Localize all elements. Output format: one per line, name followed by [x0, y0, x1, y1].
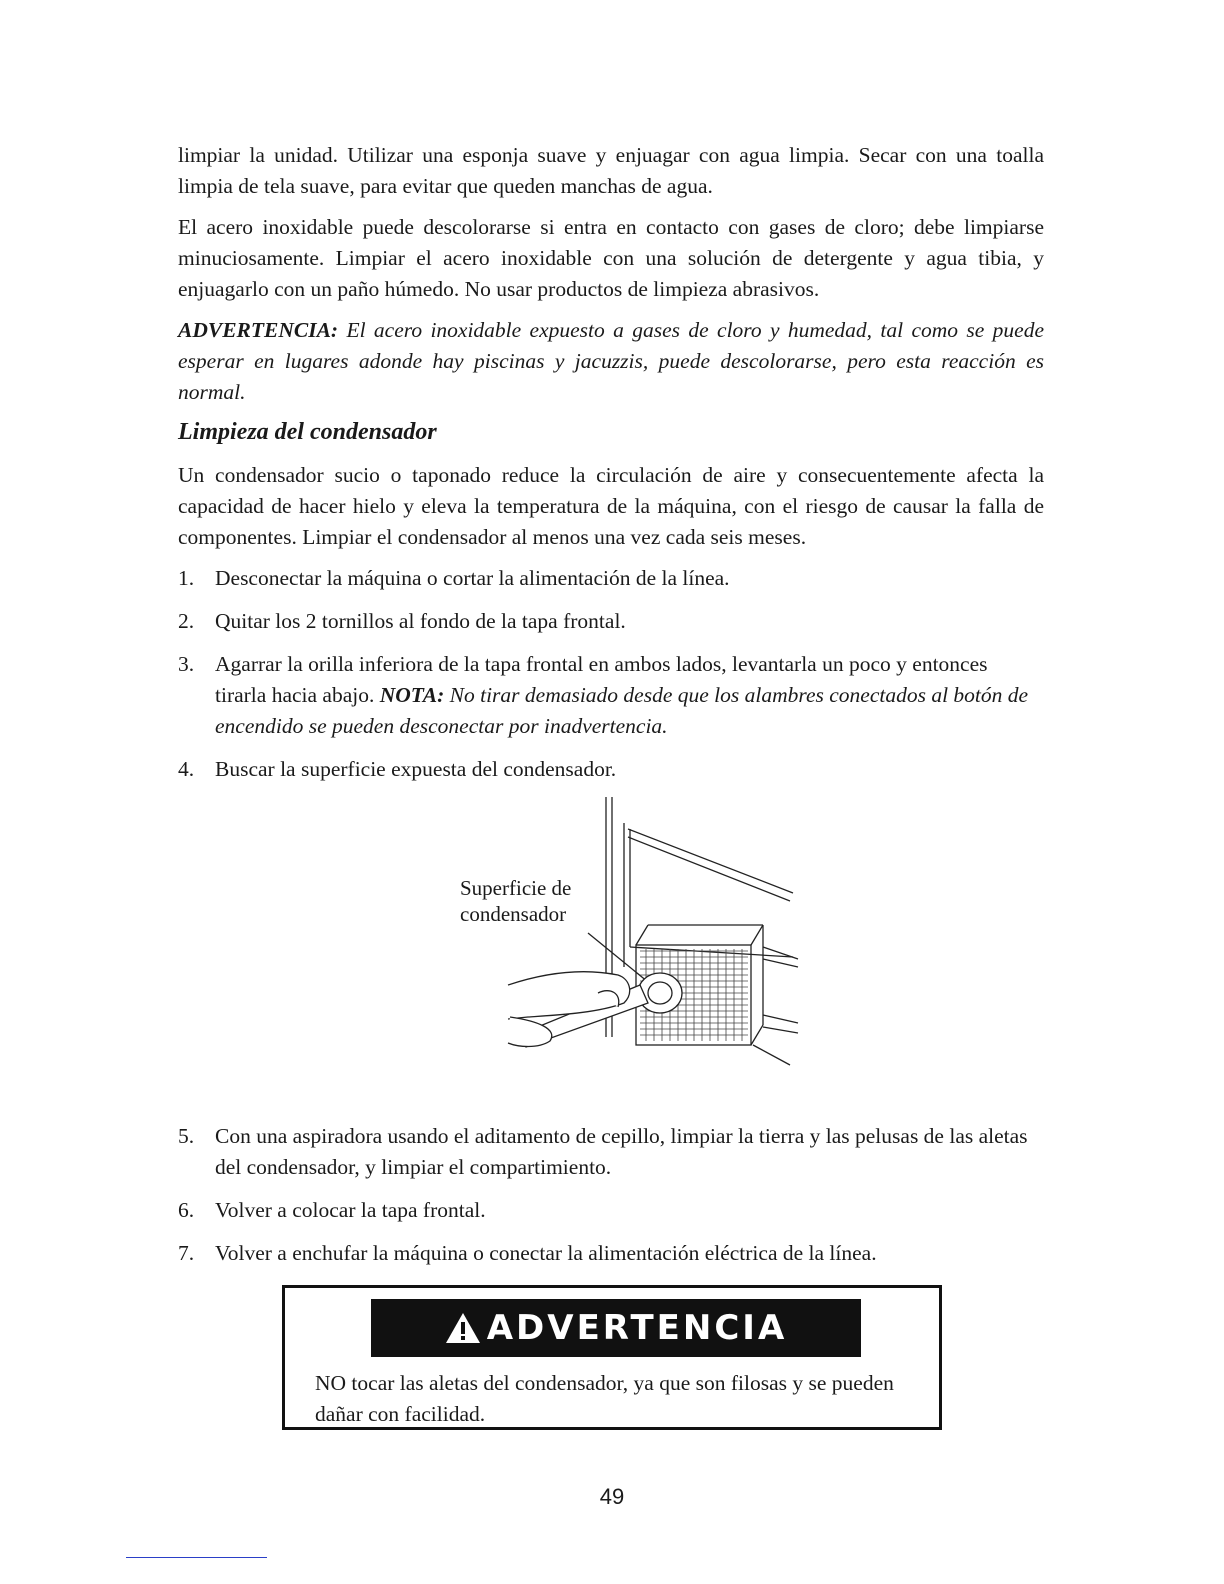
- paragraph-cleaning: limpiar la unidad. Utilizar una esponja suave y enjuagar con agua limpia. Secar con una toalla limpia de tela suave, para evitar que queden manchas de agua.: [178, 143, 1044, 198]
- condenser-figure: [178, 797, 1044, 1107]
- step-item: [178, 1121, 1044, 1183]
- step-item: [178, 754, 1044, 785]
- advertencia-note: [178, 315, 1044, 408]
- steps-list-a: [178, 563, 1044, 785]
- section-intro: Un condensador sucio o taponado reduce la circulación de aire y consecuentemente afecta la capacidad de hacer hielo y eleva la temperatura de la máquina, con el riesgo de causar la falla de componentes. Limpiar el condensador al menos una vez cada seis meses.: [178, 463, 1044, 549]
- advertencia-text: El acero inoxidable expuesto a gases de cloro y humedad, tal como se puede esperar en lugares adonde hay piscinas y jacuzzis, puede descolorarse, pero esta reacción es normal.: [178, 318, 1044, 404]
- step-number: 7.: [178, 1241, 195, 1265]
- warning-banner: [371, 1299, 861, 1357]
- step-number: 3.: [178, 652, 195, 676]
- page-number: 49: [599, 1484, 625, 1509]
- step-number: 6.: [178, 1198, 195, 1222]
- figure-label-line1: Superficie de: [460, 876, 572, 900]
- step-item: [178, 563, 1044, 594]
- condenser-illustration: [178, 797, 1044, 1107]
- step-text: Quitar los 2 tornillos al fondo de la tapa frontal.: [215, 609, 626, 633]
- advertencia-lead: ADVERTENCIA:: [178, 318, 339, 342]
- step-text: Volver a enchufar la máquina o conectar la alimentación eléctrica de la línea.: [215, 1241, 877, 1265]
- step-text: Agarrar la orilla inferiora de la tapa frontal en ambos lados, levantarla un poco y entonces tirarla hacia abajo.: [215, 652, 988, 707]
- figure-label-line2: condensador: [460, 902, 567, 926]
- page-body: [178, 140, 1044, 1281]
- warning-text: NO tocar las aletas del condensador, ya que son filosas y se pueden dañar con facilidad.: [315, 1371, 894, 1426]
- step-item: [178, 649, 1044, 742]
- footer-rule: [126, 1557, 267, 1558]
- step-text: Volver a colocar la tapa frontal.: [215, 1198, 486, 1222]
- warning-triangle-icon: [445, 1312, 481, 1344]
- nota-text: No tirar demasiado desde que los alambres conectados al botón de encendido se pueden desconectar por inadvertencia.: [215, 683, 1029, 738]
- step-number: 4.: [178, 757, 195, 781]
- warning-box: [282, 1285, 942, 1430]
- step-text: Con una aspiradora usando el aditamento de cepillo, limpiar la tierra y las pelusas de las aletas del condensador, y limpiar el compartimiento.: [215, 1124, 1028, 1179]
- step-number: 2.: [178, 609, 195, 633]
- step-number: 1.: [178, 566, 195, 590]
- step-number: 5.: [178, 1124, 195, 1148]
- nota-lead: NOTA:: [379, 683, 445, 707]
- paragraph-stainless: El acero inoxidable puede descolorarse si entra en contacto con gases de cloro; debe limpiarse minuciosamente. Limpiar el acero inoxidable con una solución de detergente y agua tibia, y enjuagarlo con un paño húmedo. No usar productos de limpieza abrasivos.: [178, 215, 1044, 301]
- step-text: Buscar la superficie expuesta del condensador.: [215, 757, 617, 781]
- step-text: Desconectar la máquina o cortar la alimentación de la línea.: [215, 566, 730, 590]
- section-heading: Limpieza del condensador: [178, 419, 437, 445]
- step-item: [178, 1195, 1044, 1226]
- steps-list-b: [178, 1121, 1044, 1269]
- step-item: [178, 1238, 1044, 1269]
- step-item: [178, 606, 1044, 637]
- warning-title: ADVERTENCIA: [486, 1308, 788, 1348]
